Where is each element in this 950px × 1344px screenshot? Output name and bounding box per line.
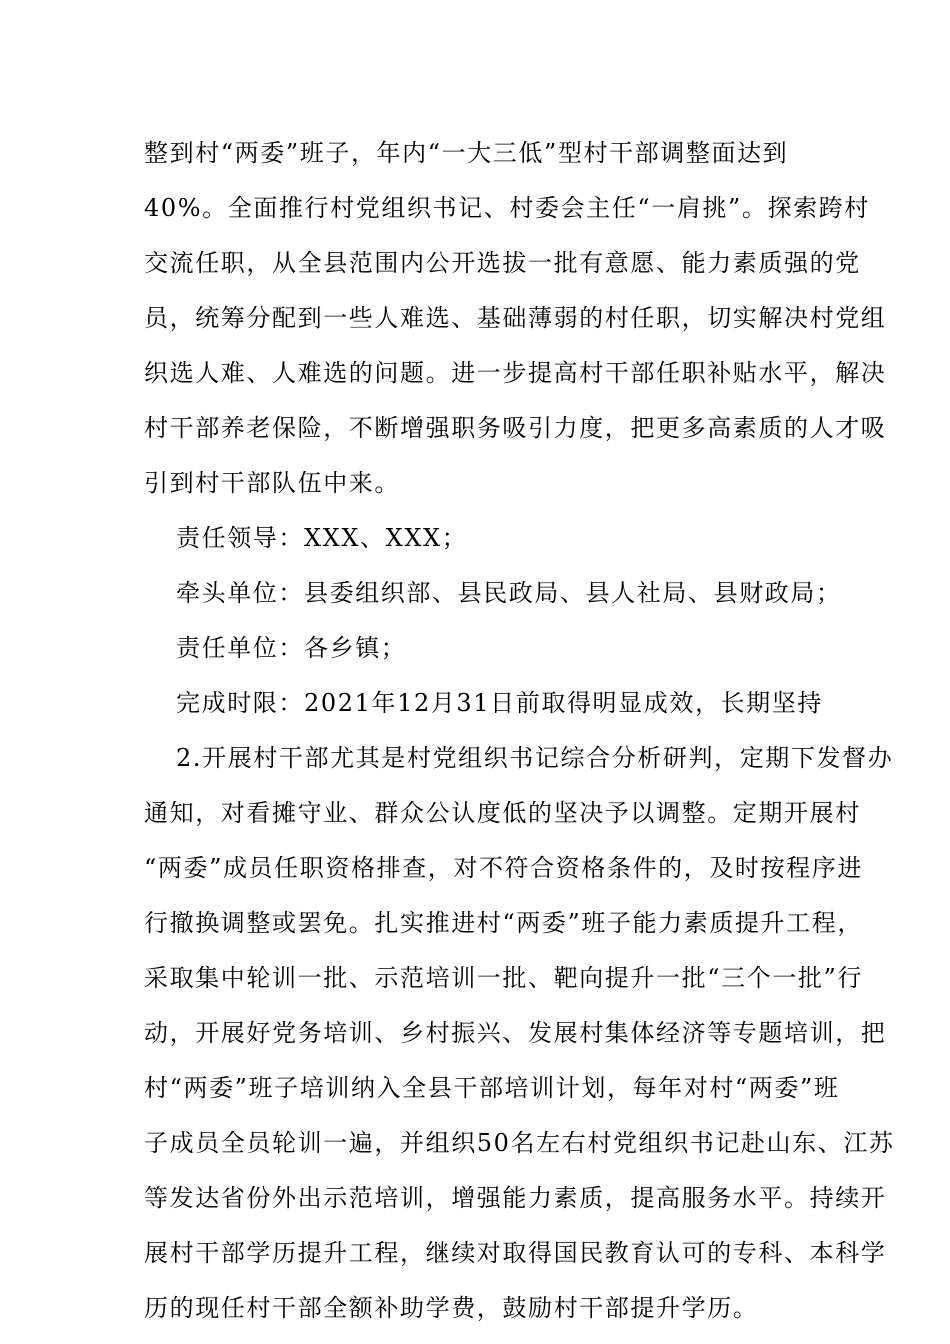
lead-unit: 牵头单位：县委组织部、县民政局、县人社局、县财政局； — [176, 579, 842, 607]
paragraph2-line-3: “两委”成员任职资格排查，对不符合资格条件的，及时按程序进 — [144, 854, 863, 882]
paragraph2-line-11: 历的现任村干部全额补助学费，鼓励村干部提升学历。 — [144, 1294, 759, 1322]
paragraph2-line-2: 通知，对看摊守业、群众公认度低的坚决予以调整。定期开展村 — [144, 799, 861, 827]
paragraph1-line-2: 40%。全面推行村党组织书记、村委会主任“一肩挑”。探索跨村 — [144, 194, 870, 222]
responsible-unit: 责任单位：各乡镇； — [176, 634, 407, 662]
deadline: 完成时限：2021年12月31日前取得明显成效，长期坚持 — [176, 689, 823, 717]
paragraph2-line-5: 采取集中轮训一批、示范培训一批、靶向提升一批“三个一批”行 — [144, 964, 863, 992]
responsible-leader: 责任领导：XXX、XXX； — [176, 524, 468, 552]
paragraph2-line-10: 展村干部学历提升工程，继续对取得国民教育认可的专科、本科学 — [144, 1239, 887, 1267]
paragraph2-line-8: 子成员全员轮训一遍，并组织50名左右村党组织书记赴山东、江苏 — [144, 1129, 895, 1157]
paragraph1-line-6: 村干部养老保险，不断增强职务吸引力度，把更多高素质的人才吸 — [144, 414, 887, 442]
paragraph1-line-7: 引到村干部队伍中来。 — [144, 469, 400, 497]
paragraph1-line-3: 交流任职，从全县范围内公开选拔一批有意愿、能力素质强的党 — [144, 249, 861, 277]
paragraph2-line-1: 2.开展村干部尤其是村党组织书记综合分析研判，定期下发督办 — [176, 744, 894, 772]
paragraph2-line-7: 村“两委”班子培训纳入全县干部培训计划，每年对村“两委”班 — [144, 1074, 840, 1102]
paragraph2-line-4: 行撤换调整或罢免。扎实推进村“两委”班子能力素质提升工程， — [144, 909, 863, 937]
paragraph1-line-4: 员，统筹分配到一些人难选、基础薄弱的村任职，切实解决村党组 — [144, 304, 887, 332]
paragraph2-line-6: 动，开展好党务培训、乡村振兴、发展村集体经济等专题培训，把 — [144, 1019, 887, 1047]
paragraph1-line-1: 整到村“两委”班子，年内“一大三低”型村干部调整面达到 — [144, 139, 789, 167]
paragraph1-line-5: 织选人难、人难选的问题。进一步提高村干部任职补贴水平，解决 — [144, 359, 887, 387]
document-body — [144, 126, 895, 1336]
paragraph2-line-9: 等发达省份外出示范培训，增强能力素质，提高服务水平。持续开 — [144, 1184, 887, 1212]
